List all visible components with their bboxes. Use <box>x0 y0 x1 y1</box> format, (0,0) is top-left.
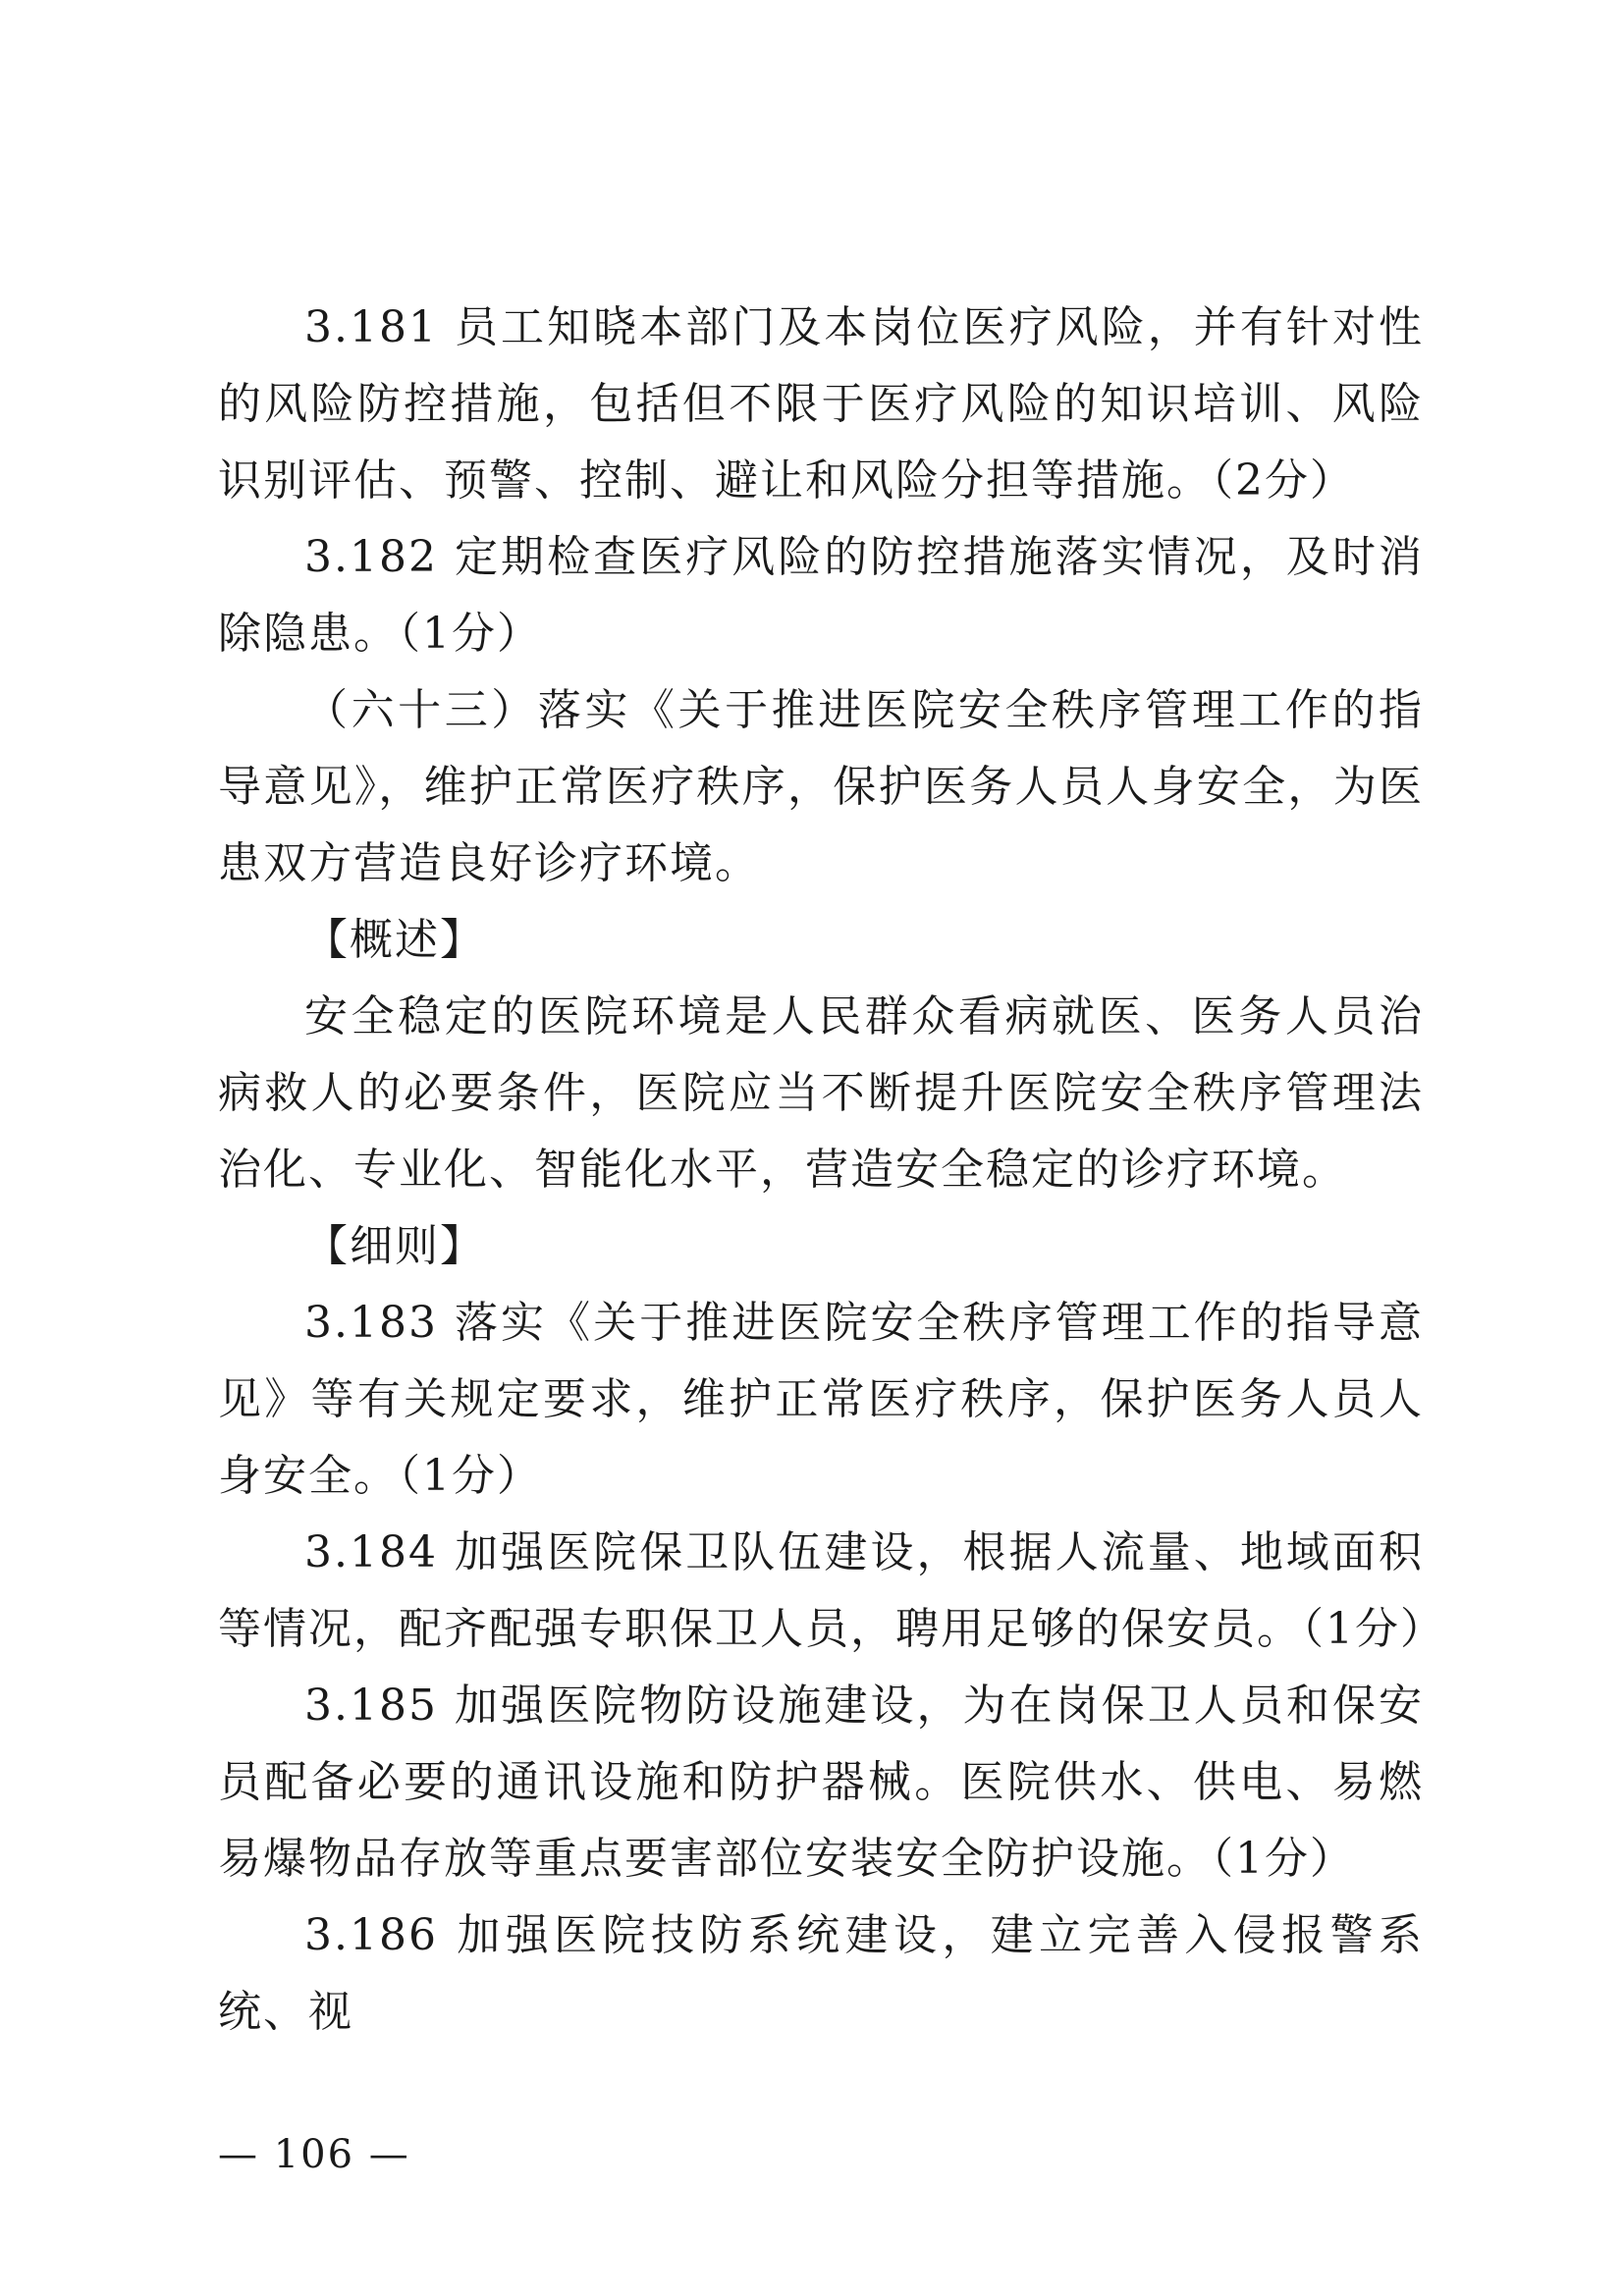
details-heading: 【细则】 <box>304 1221 485 1271</box>
section-heading-63: （六十三）落实《关于推进医院安全秩序管理工作的指导意见》，维护正常医疗秩序，保护医务人员人身安全，为医患双方营造良好诊疗环境。 <box>218 685 1424 888</box>
page-body <box>218 290 1445 2051</box>
paragraph-3-182: 3.182 定期检查医疗风险的防控措施落实情况，及时消除隐患。（1分） <box>218 532 1424 659</box>
page-number: — 106 — <box>218 2132 410 2177</box>
paragraph-3-184: 3.184 加强医院保卫队伍建设，根据人流量、地域面积等情况，配齐配强专职保卫人员，聘用足够的保安员。（1分） <box>218 1527 1445 1654</box>
paragraph-3-183: 3.183 落实《关于推进医院安全秩序管理工作的指导意见》等有关规定要求，维护正常医疗秩序，保护医务人员人身安全。（1分） <box>218 1298 1424 1501</box>
paragraph-3-181: 3.181 员工知晓本部门及本岗位医疗风险，并有针对性的风险防控措施，包括但不限于医疗风险的知识培训、风险识别评估、预警、控制、避让和风险分担等措施。（2分） <box>218 302 1424 506</box>
paragraph-3-186: 3.186 加强医院技防系统建设，建立完善入侵报警系统、视 <box>218 1910 1424 2037</box>
paragraph-3-185: 3.185 加强医院物防设施建设，为在岗保卫人员和保安员配备必要的通讯设施和防护器械。医院供水、供电、易燃易爆物品存放等重点要害部位安装安全防护设施。（1分） <box>218 1681 1424 1884</box>
overview-text: 安全稳定的医院环境是人民群众看病就医、医务人员治病救人的必要条件，医院应当不断提升医院安全秩序管理法治化、专业化、智能化水平，营造安全稳定的诊疗环境。 <box>218 991 1424 1195</box>
overview-heading: 【概述】 <box>304 915 485 965</box>
